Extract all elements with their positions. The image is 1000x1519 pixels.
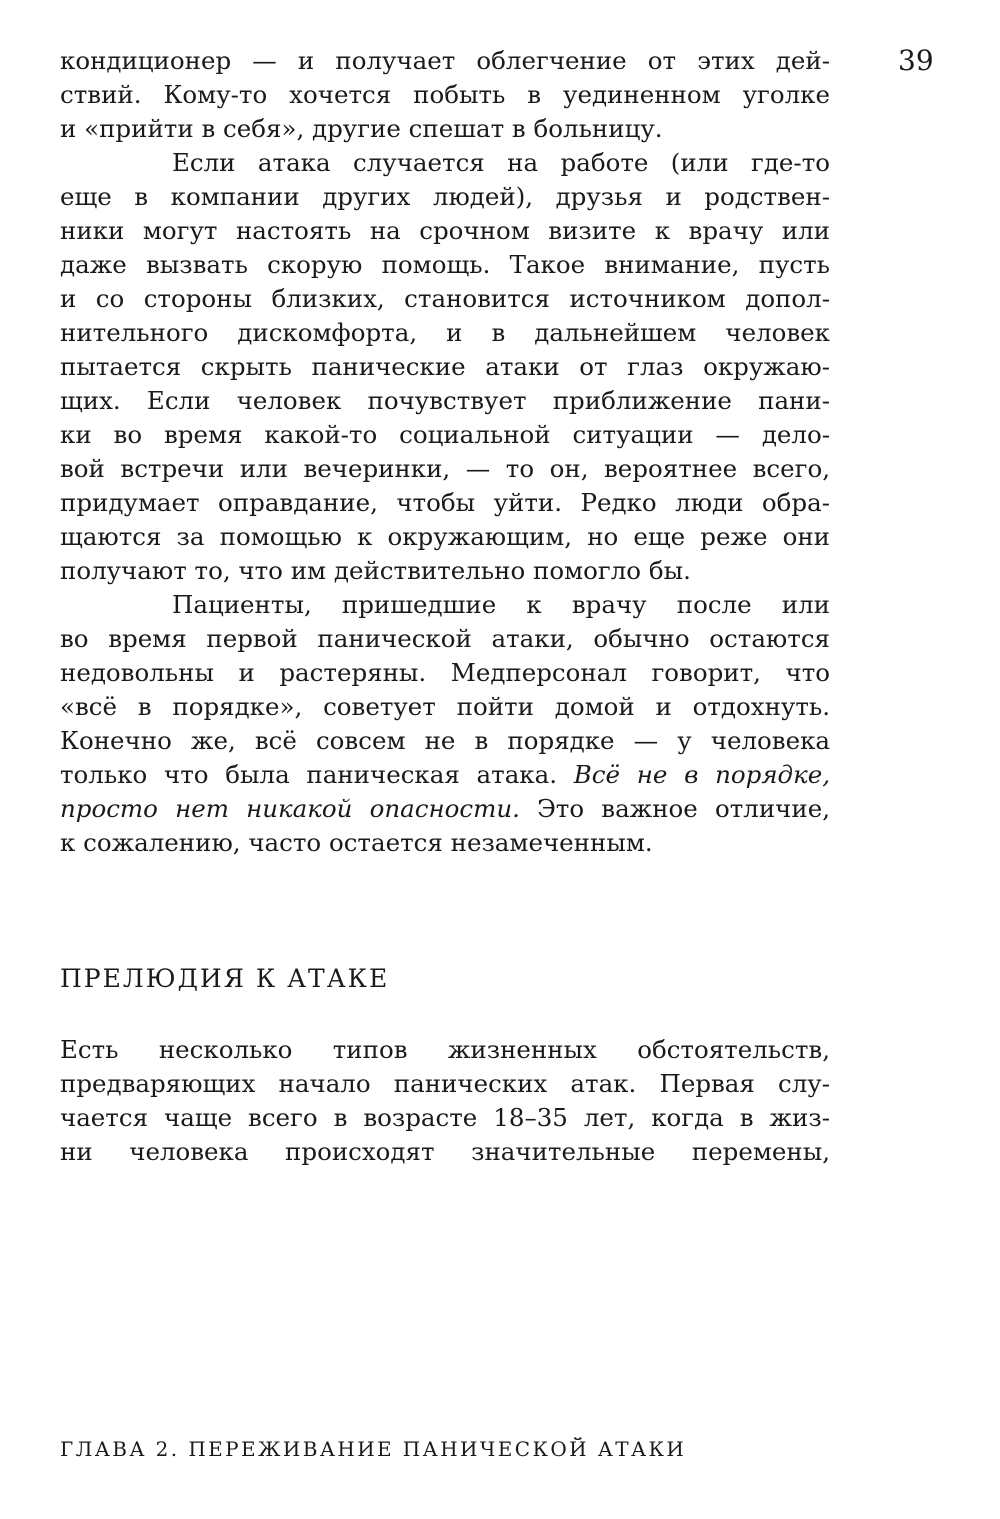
text-line: Пациенты, пришедшие к врачу после или xyxy=(172,590,830,619)
text-line: ствий. Кому-то хочется побыть в уединенном уголке xyxy=(60,80,830,109)
text-italic: просто нет никакой опасности. xyxy=(60,794,520,823)
text-line: даже вызвать скорую помощь. Такое внимание, пусть xyxy=(60,250,830,279)
text-line: ки во время какой-то социальной ситуации — дело- xyxy=(60,420,830,449)
text-line-mixed xyxy=(60,758,830,792)
body-text xyxy=(60,44,830,860)
text-line: «всё в порядке», советует пойти домой и отдохнуть. xyxy=(60,692,830,721)
text-line: щих. Если человек почувствует приближение пани- xyxy=(60,386,830,415)
running-footer: ГЛАВА 2. ПЕРЕЖИВАНИЕ ПАНИЧЕСКОЙ АТАКИ xyxy=(60,1437,687,1461)
text-line: к сожалению, часто остается незамеченным. xyxy=(60,828,653,857)
text-line: придумает оправдание, чтобы уйти. Редко люди обра- xyxy=(60,488,830,517)
text-line: получают то, что им действительно помогло бы. xyxy=(60,556,691,585)
text-normal: Это важное отличие, xyxy=(519,794,830,823)
text-line-mixed xyxy=(60,792,830,826)
text-normal: только что была паническая атака. xyxy=(60,760,574,789)
text-line: и со стороны близких, становится источником допол- xyxy=(60,284,830,313)
text-line: и «прийти в себя», другие спешат в больницу. xyxy=(60,114,663,143)
text-italic: Всё не в порядке, xyxy=(573,760,830,789)
text-line: ники могут настоять на срочном визите к врачу или xyxy=(60,216,830,245)
text-line: чается чаще всего в возрасте 18–35 лет, когда в жиз- xyxy=(60,1103,830,1132)
text-line: Есть несколько типов жизненных обстоятельств, xyxy=(60,1035,830,1064)
text-line: еще в компании других людей), друзья и родствен- xyxy=(60,182,830,211)
text-line: вой встречи или вечеринки, — то он, вероятнее всего, xyxy=(60,454,830,483)
text-line: пытается скрыть панические атаки от глаз окружаю- xyxy=(60,352,830,381)
section-heading: ПРЕЛЮДИЯ К АТАКЕ xyxy=(60,964,390,993)
text-line: кондиционер — и получает облегчение от этих дей- xyxy=(60,46,830,75)
text-line: щаются за помощью к окружающим, но еще реже они xyxy=(60,522,830,551)
text-line: ни человека происходят значительные перемены, xyxy=(60,1137,830,1166)
page-number: 39 xyxy=(898,44,934,77)
text-line: Если атака случается на работе (или где-то xyxy=(172,148,830,177)
text-line: во время первой панической атаки, обычно остаются xyxy=(60,624,830,653)
section-body-text xyxy=(60,1033,830,1169)
text-line: недовольны и растеряны. Медперсонал говорит, что xyxy=(60,658,830,687)
text-line: предваряющих начало панических атак. Первая слу- xyxy=(60,1069,830,1098)
text-line: нительного дискомфорта, и в дальнейшем человек xyxy=(60,318,830,347)
text-line: Конечно же, всё совсем не в порядке — у человека xyxy=(60,726,830,755)
